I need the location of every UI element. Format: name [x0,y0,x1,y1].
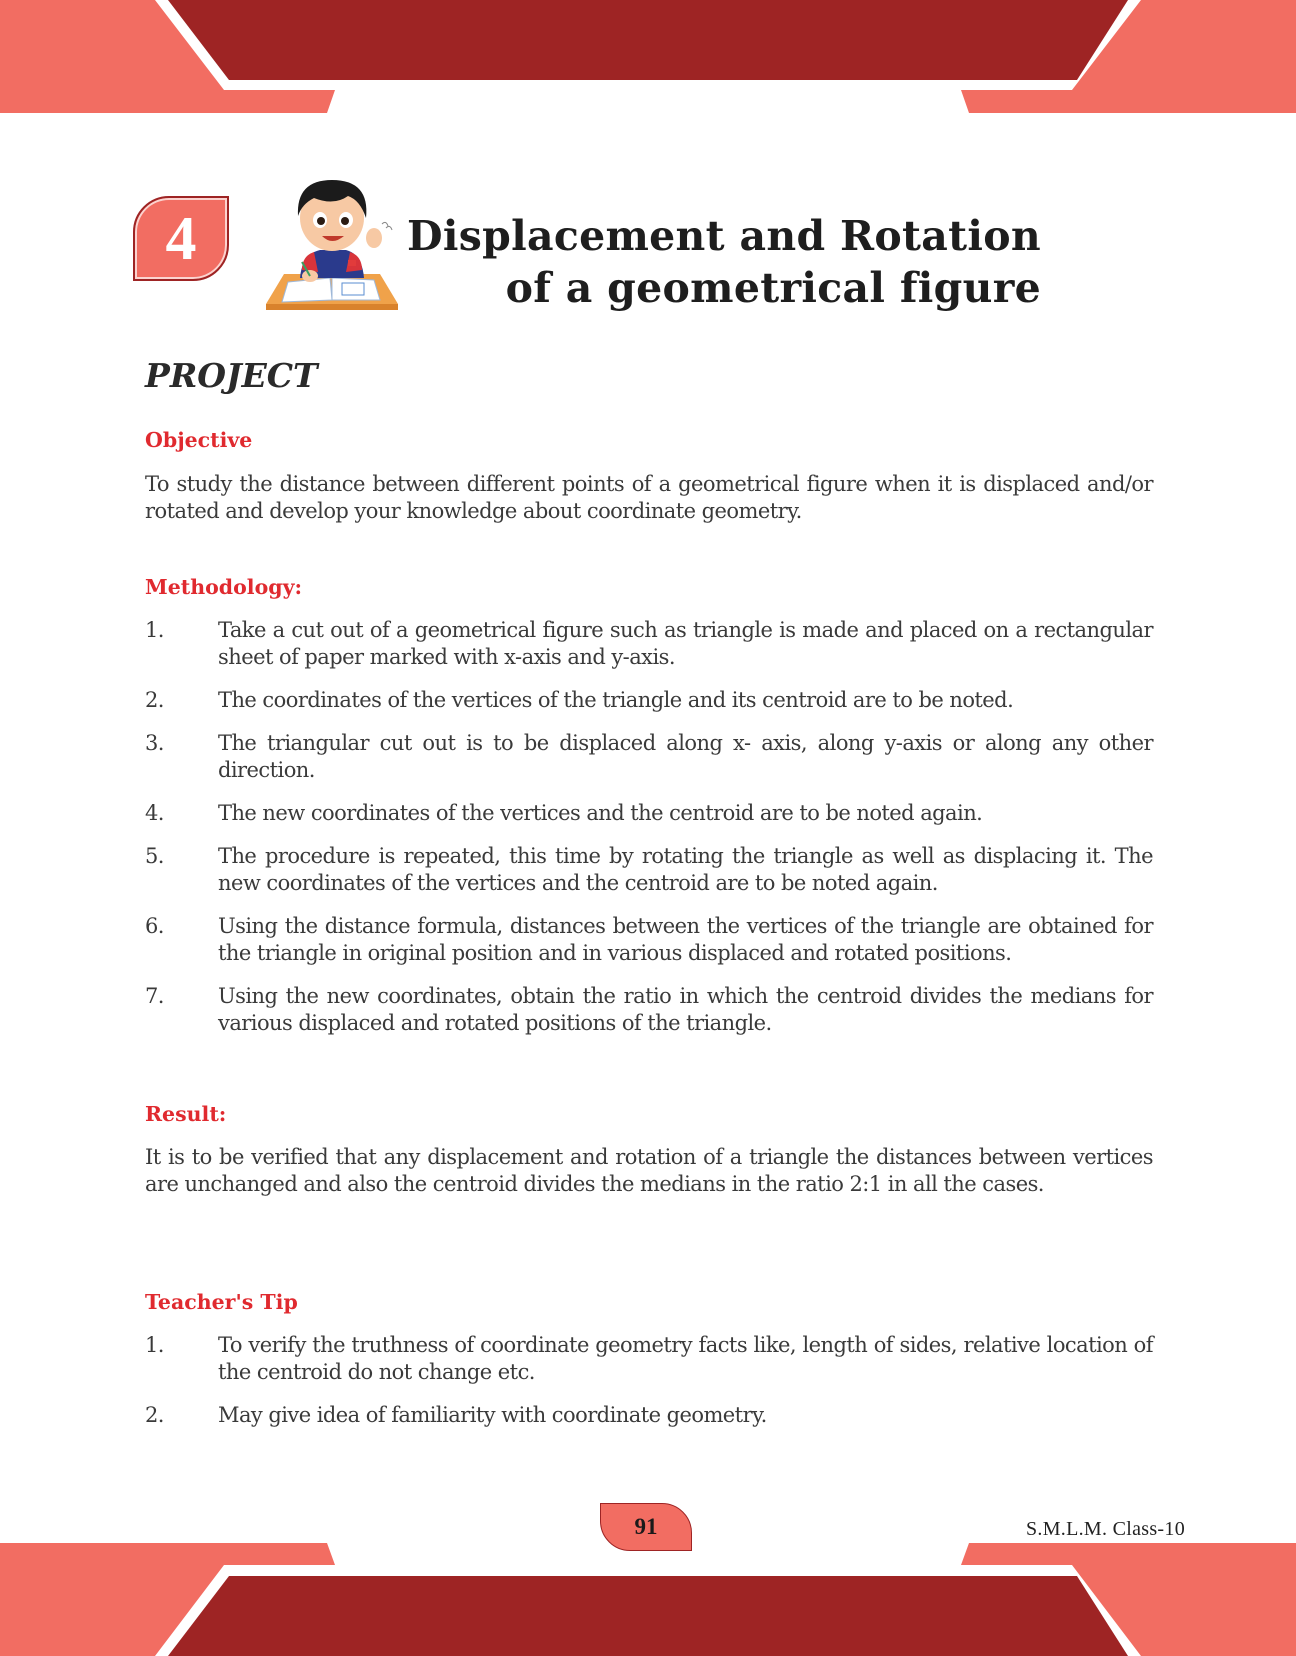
boy-studying-icon [262,166,400,312]
teachers-tip-item: 1. To verify the truthness of coordinate geometry facts like, length of sides, relative location of the centroid do not change etc. [145,1333,1153,1384]
teachers-tip-heading: Teacher's Tip [145,1290,298,1314]
methodology-list [145,617,1153,1037]
result-heading: Result: [145,1102,227,1126]
teachers-tip-list [145,1332,1153,1429]
methodology-item: 3. The triangular cut out is to be displaced along x- axis, along y-axis or along any other direction. [145,731,1153,782]
methodology-item: 5. The procedure is repeated, this time by rotating the triangle as well as displacing it. The new coordinates of the vertices and the centroid are to be noted again. [145,844,1153,895]
objective-text: To study the distance between different points of a geometrical figure when it is displaced and/or rotated and develop your knowledge about coordinate geometry. [145,472,1153,523]
chapter-number-badge [133,196,229,281]
chapter-title-line-1: Displacement and Rotation [407,212,1041,260]
methodology-item: 4. The new coordinates of the vertices and the centroid are to be noted again. [145,801,983,825]
methodology-item: 1. Take a cut out of a geometrical figure such as triangle is made and placed on a rectangular sheet of paper marked with x-axis and y-axis. [145,618,1153,669]
book-label: S.M.L.M. Class-10 [1025,1518,1185,1540]
objective-heading: Objective [145,428,253,452]
chapter-title [407,210,1041,314]
chapter-number: 4 [165,204,197,273]
chapter-title-line-2: of a geometrical figure [505,264,1041,312]
result-text: It is to be verified that any displacement and rotation of a triangle the distances between vertices are unchanged and also the centroid divides the medians in the ratio 2:1 in all the cases. [145,1145,1153,1196]
methodology-item: 7. Using the new coordinates, obtain the ratio in which the centroid divides the medians for various displaced and rotated positions of the triangle. [145,984,1153,1035]
methodology-heading: Methodology: [145,575,303,599]
bottom-decorative-banner [0,1543,1296,1656]
top-decorative-banner [0,0,1296,113]
project-heading: PROJECT [145,356,318,395]
methodology-item: 6. Using the distance formula, distances between the vertices of the triangle are obtained for the triangle in original position and in various displaced and rotated positions. [145,914,1153,965]
page-number: 91 [634,1514,658,1539]
teachers-tip-item: 2. May give idea of familiarity with coordinate geometry. [145,1403,767,1427]
methodology-item: 2. The coordinates of the vertices of the triangle and its centroid are to be noted. [145,688,1014,712]
